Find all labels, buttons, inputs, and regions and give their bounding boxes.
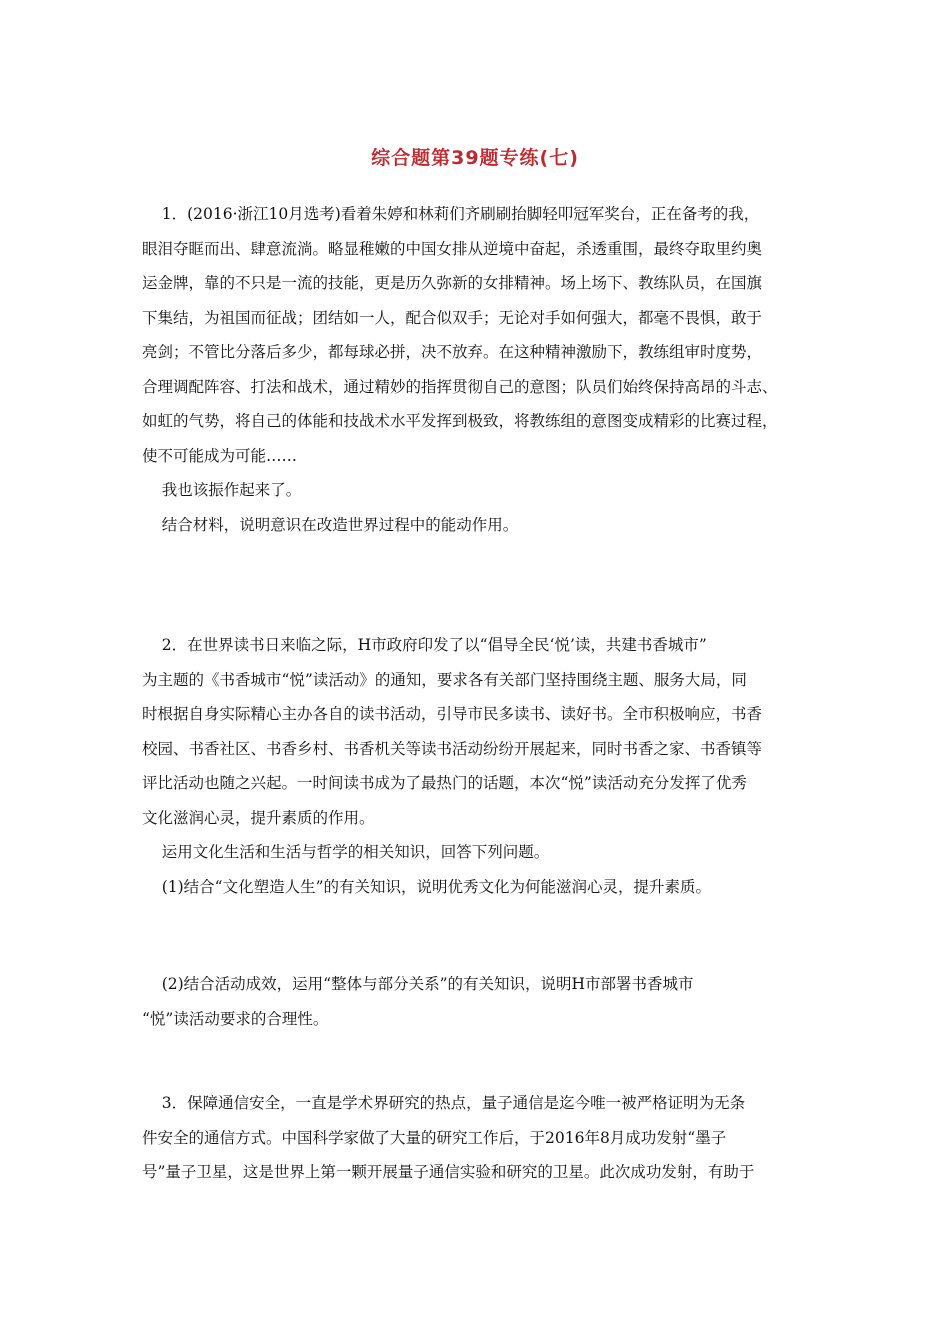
q2-line: 评比活动也随之兴起。一时间读书成为了最热门的话题，本次“悦”读活动充分发挥了优秀 bbox=[142, 774, 747, 792]
q2-line: 时根据自身实际精心主办各自的读书活动，引导市民多读书、读好书。全市积极响应，书香 bbox=[142, 705, 763, 723]
q1-line: 下集结，为祖国而征战；团结如一人，配合似双手；无论对手如何强大，都毫不畏惧，敢于 bbox=[142, 308, 763, 327]
q1-line: 眼泪夺眶而出、肆意流淌。略显稚嫩的中国女排从逆境中奋起，杀透重围，最终夺取里约奥 bbox=[142, 239, 763, 258]
q3-line: 件安全的通信方式。中国科学家做了大量的研究工作后，于2016年8月成功发射“墨子 bbox=[142, 1128, 727, 1147]
q2-line: 2．在世界读书日来临之际，H市政府印发了以“倡导全民‘悦’读，共建书香城市” bbox=[142, 636, 707, 654]
q2-line: (1)结合“文化塑造人生”的有关知识，说明优秀文化为何能滋润心灵，提升素质。 bbox=[142, 877, 712, 896]
q2-line: 校园、书香社区、书香乡村、书香机关等读书活动纷纷开展起来，同时书香之家、书香镇等 bbox=[142, 739, 763, 758]
q1-line: 如虹的气势，将自己的体能和技战术水平发挥到极致，将教练组的意图变成精彩的比赛过程， bbox=[142, 412, 778, 430]
document-title: 综合题第39题专练(七) bbox=[371, 147, 579, 169]
q3-line: 号”量子卫星，这是世界上第一颗开展量子通信实验和研究的卫星。此次成功发射，有助于 bbox=[142, 1163, 755, 1181]
question-3 bbox=[142, 1086, 822, 1190]
question-2-part-2 bbox=[142, 967, 822, 1036]
q1-line: 我也该振作起来了。 bbox=[142, 481, 302, 499]
q1-line: 结合材料，说明意识在改造世界过程中的能动作用。 bbox=[142, 515, 519, 534]
q2-line: 为主题的《书香城市“悦”读活动》的通知，要求各有关部门坚持围绕主题、服务大局，同 bbox=[142, 670, 747, 689]
question-1 bbox=[142, 197, 822, 542]
q2-sub2-line: (2)结合活动成效，运用“整体与部分关系”的有关知识，说明H市部署书香城市 bbox=[142, 975, 694, 993]
question-2 bbox=[142, 628, 822, 904]
q2-sub2-line: “悦”读活动要求的合理性。 bbox=[142, 1009, 329, 1028]
q1-line: 亮剑；不管比分落后多少，都每球必拼，决不放弃。在这种精神激励下，教练组审时度势， bbox=[142, 343, 763, 361]
q3-line: 3．保障通信安全，一直是学术界研究的热点，量子通信是迄今唯一被严格证明为无条 bbox=[142, 1094, 746, 1112]
q1-line: 使不可能成为可能…… bbox=[142, 446, 298, 465]
q2-line: 运用文化生活和生活与哲学的相关知识，回答下列问题。 bbox=[142, 843, 550, 861]
q1-line: 1．(2016·浙江10月选考)看着朱婷和林莉们齐刷刷抬脚轻叩冠军奖台，正在备考的我， bbox=[142, 205, 760, 223]
q1-line: 运金牌，靠的不只是一流的技能，更是历久弥新的女排精神。场上场下、教练队员，在国旗 bbox=[142, 274, 763, 292]
q1-line: 合理调配阵容、打法和战术，通过精妙的指挥贯彻自己的意图；队员们始终保持高昂的斗志、 bbox=[142, 377, 778, 396]
q2-line: 文化滋润心灵，提升素质的作用。 bbox=[142, 808, 375, 827]
